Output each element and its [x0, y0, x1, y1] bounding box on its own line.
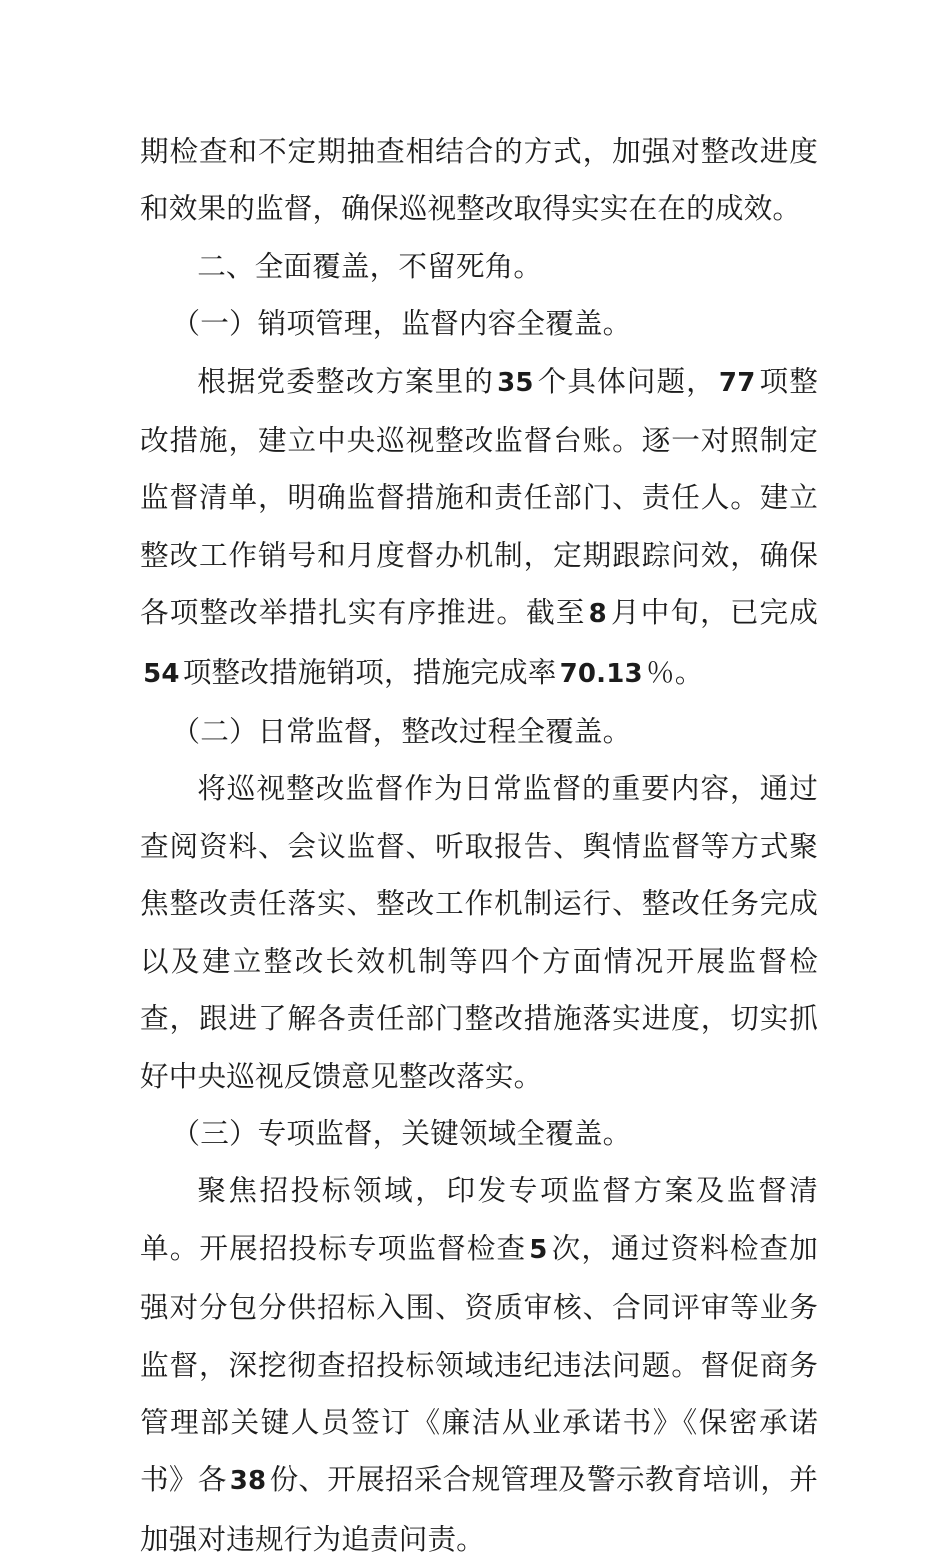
text-run: 将巡视整改监督作为日常监督的重要内容，通过查阅资料、会议监督、听取报告、舆情监督等方式聚焦整改责任落实、整改工作机制运行、整改任务完成以及建立整改长效机制等四个方面情况开展监督检查，跟进了解各责任部门整改措施落实进度，切实抓好中央巡视反馈意见整改落实。 — [140, 771, 818, 1093]
text-run: （二）日常监督，整改过程全覆盖。 — [171, 714, 632, 749]
text-run: 份、开展招采合规管理及警示教育培训，并加强对违规行为追责问责。 — [140, 1462, 818, 1556]
inline-number: 54 — [143, 658, 180, 689]
inline-number: 77 — [718, 367, 756, 398]
text-run: 根据党委整改方案里的 — [197, 363, 494, 398]
subsection-heading-one — [140, 295, 818, 352]
text-run: 聚焦招投标领域，印发专项监督方案及监督清单。开展招投标专项监督检查 — [140, 1173, 818, 1265]
inline-number: 38 — [229, 1466, 267, 1497]
document-text-body — [140, 123, 818, 1568]
paragraph-body-three — [140, 1162, 818, 1568]
text-run: 。 — [674, 654, 704, 689]
text-run: 月中旬，已完成 — [610, 595, 818, 630]
paragraph-body-one — [140, 353, 818, 703]
paragraph-body-two — [140, 760, 818, 1104]
text-run: 次，通过资料检查加强对分包分供招标入围、资质审核、合同评审等业务监督，深挖彻查招投标领域违纪违法问题。督促商务管理部关键人员签订《廉洁从业承诺书》《保密承诺书》各 — [140, 1230, 819, 1497]
subsection-heading-three — [140, 1105, 818, 1162]
text-run: （一）销项管理，监督内容全覆盖。 — [171, 306, 632, 341]
inline-number: 5 — [529, 1234, 548, 1265]
text-run: 二、全面覆盖，不留死角。 — [197, 248, 543, 283]
text-run: 项整改措施，建立中央巡视整改监督台账。逐一对照制定监督清单，明确监督措施和责任部门、责任人。建立整改工作销号和月度督办机制，定期跟踪问效，确保各项整改举措扎实有序推进。截至 — [140, 363, 818, 630]
percent-sign: ％ — [645, 654, 675, 689]
text-run: 项整改措施销项，措施完成率 — [182, 654, 557, 689]
text-run: 期检查和不定期抽查相结合的方式，加强对整改进度和效果的监督，确保巡视整改取得实实在在的成效。 — [140, 134, 818, 226]
text-run: （三）专项监督，关键领域全覆盖。 — [171, 1115, 632, 1150]
subsection-heading-two — [140, 703, 818, 760]
inline-number: 35 — [497, 367, 534, 398]
inline-number: 70.13 — [559, 658, 643, 689]
section-heading-two — [140, 238, 818, 295]
text-run: 个具体问题， — [536, 363, 716, 398]
inline-number: 8 — [588, 599, 607, 630]
paragraph-continuation — [140, 123, 818, 238]
